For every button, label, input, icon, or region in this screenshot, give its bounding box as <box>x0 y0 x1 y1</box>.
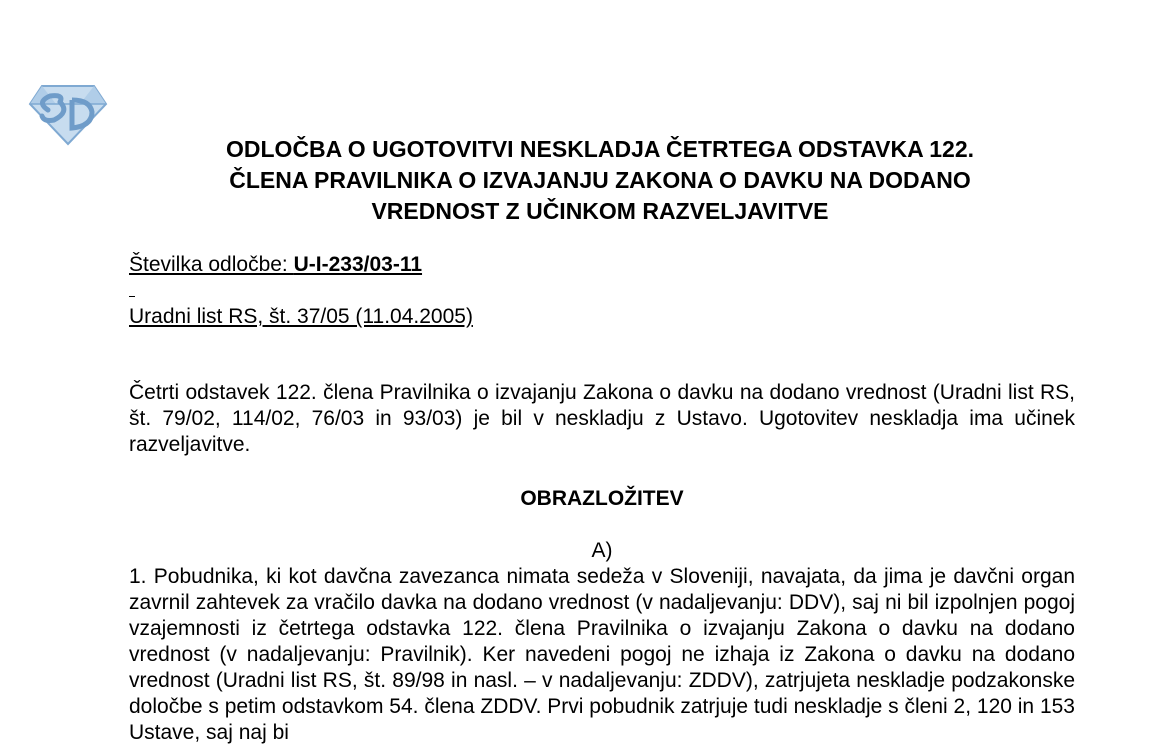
diamond-logo-icon <box>26 80 110 148</box>
underline-mark <box>129 296 135 297</box>
section-a-heading: A) <box>591 539 613 562</box>
title-line: ODLOČBA O UGOTOVITVI NESKLADJA ČETRTEGA ODSTAVKA 122. <box>226 136 974 162</box>
reasoning-heading: OBRAZLOŽITEV <box>520 487 684 510</box>
decision-number-label: Številka odločbe: <box>129 253 294 276</box>
title-line: VREDNOST Z UČINKOM RAZVELJAVITVE <box>371 198 829 224</box>
decision-summary: Četrti odstavek 122. člena Pravilnika o izvajanju Zakona o davku na dodano vrednost (Uradni list RS, št. 79/02, 114/02, 76/03 in 93/03) je bil v neskladju z Ustavo. Ugotovitev neskladja ima učinek razveljavitve. <box>129 381 1075 456</box>
title-line: ČLENA PRAVILNIKA O IZVAJANJU ZAKONA O DAVKU NA DODANO <box>229 167 971 193</box>
gazette-reference: Uradni list RS, št. 37/05 (11.04.2005) <box>129 305 473 328</box>
paragraph-1: 1. Pobudnika, ki kot davčna zavezanca nimata sedeža v Sloveniji, navajata, da jima je davčni organ zavrnil zahtevek za vračilo davka na dodano vrednost (v nadaljevanju: DDV), saj ni bil izpolnjen pogoj vzajemnosti iz četrtega odstavka 122. člena Pravilnika o izvajanju Zakona o davku na dodano vrednost (v nadaljevanju: Pravilnik). Ker navedeni pogoj ne izhaja iz Zakona o davku na dodano vrednost (Uradni list RS, št. 89/98 in nasl. – v nadaljevanju: ZDDV), zatrjujeta neskladje podzakonske določbe s petim odstavkom 54. člena ZDDV. Prvi pobudnik zatrjuje tudi neskladje s členi 2, 120 in 153 Ustave, saj naj bi <box>129 565 1075 744</box>
decision-number-line <box>129 252 422 278</box>
court-logo <box>26 80 110 148</box>
decision-number: U-I-233/03-11 <box>293 253 423 276</box>
document-title <box>120 134 1080 227</box>
